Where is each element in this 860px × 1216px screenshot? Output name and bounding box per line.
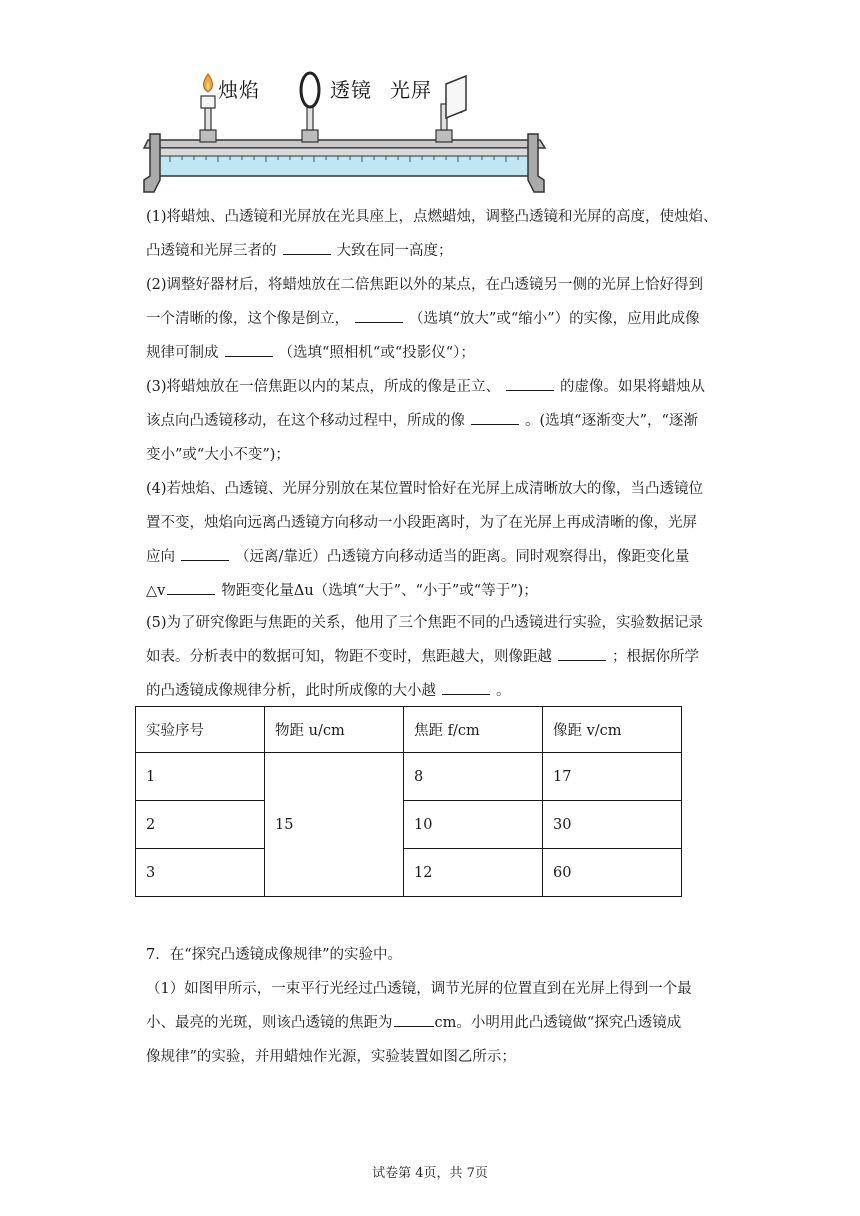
text-line: 变小”或“大小不变”)； xyxy=(146,447,290,463)
table-row xyxy=(136,801,682,849)
page-footer: 试卷第 4页，共 7页 xyxy=(372,1166,488,1181)
q6-part-3 xyxy=(146,370,746,472)
text-line: 像规律”的实验，并用蜡烛作光源，实验装置如图乙所示； xyxy=(146,1049,516,1065)
table-cell: 30 xyxy=(543,801,682,849)
text-line: （1）如图甲所示，一束平行光经过凸透镜，调节光屏的位置直到在光屏上得到一个最 xyxy=(146,981,692,997)
table-header-cell: 像距 v/cm xyxy=(543,707,682,753)
answer-blank[interactable] xyxy=(283,236,331,255)
screen-icon xyxy=(436,76,466,142)
text-line: 一个清晰的像，这个像是倒立， （选填“放大”或“缩小”）的实像，应用此成像 xyxy=(146,302,746,336)
table-header-cell: 实验序号 xyxy=(136,707,265,753)
table-header-cell: 物距 u/cm xyxy=(265,707,404,753)
table-cell: 1 xyxy=(136,753,265,801)
question-title: 7．在“探究凸透镜成像规律”的实验中。 xyxy=(146,947,403,963)
table-cell: 10 xyxy=(404,801,543,849)
screen-label: 光屏 xyxy=(390,78,432,102)
text-line: 规律可制成 （选填“照相机“或“投影仪“）； xyxy=(146,336,746,370)
answer-blank[interactable] xyxy=(558,642,606,661)
answer-blank[interactable] xyxy=(355,304,403,323)
q6-part-1 xyxy=(146,200,746,268)
text-line: (5)为了研究像距与焦距的关系，他用了三个焦距不同的凸透镜进行实验，实验数据记录 xyxy=(146,615,704,631)
table-row xyxy=(136,753,682,801)
answer-blank[interactable] xyxy=(394,1008,434,1027)
candle-icon xyxy=(200,74,216,142)
answer-blank[interactable] xyxy=(181,542,229,561)
candle-flame-label: 烛焰 xyxy=(218,78,260,102)
q6-part-5 xyxy=(146,606,746,708)
text-line: 如表。分析表中的数据可知，物距不变时，焦距越大，则像距越 ；根据你所学 xyxy=(146,640,746,674)
lens-label: 透镜 xyxy=(330,78,372,102)
text-line: (2)调整好器材后，将蜡烛放在二倍焦距以外的某点，在凸透镜另一侧的光屏上恰好得到 xyxy=(146,277,704,293)
table-cell: 60 xyxy=(543,849,682,897)
text-line: 该点向凸透镜移动，在这个移动过程中，所成的像 。(选填“逐渐变大”，“逐渐 xyxy=(146,404,746,438)
lens-icon xyxy=(301,73,319,142)
table-cell: 3 xyxy=(136,849,265,897)
answer-blank[interactable] xyxy=(442,676,490,695)
answer-blank[interactable] xyxy=(225,338,273,357)
table-cell: 17 xyxy=(543,753,682,801)
text-line: (1)将蜡烛、凸透镜和光屏放在光具座上，点燃蜡烛，调整凸透镜和光屏的高度，使烛焰、 xyxy=(146,209,718,225)
text-line: 应向 （远离/靠近）凸透镜方向移动适当的距离。同时观察得出，像距变化量 xyxy=(146,540,746,574)
table-header-row xyxy=(136,707,682,753)
text-line: 小、最亮的光斑，则该凸透镜的焦距为 cm。小明用此凸透镜做“探究凸透镜成 xyxy=(146,1006,746,1040)
experiment-data-table xyxy=(135,706,682,897)
text-line: (4)若烛焰、凸透镜、光屏分别放在某位置时恰好在光屏上成清晰放大的像，当凸透镜位 xyxy=(146,481,704,497)
table-header-cell: 焦距 f/cm xyxy=(404,707,543,753)
answer-blank[interactable] xyxy=(506,372,554,391)
text-line: 置不变，烛焰向远离凸透镜方向移动一小段距离时，为了在光屏上再成清晰的像，光屏 xyxy=(146,515,697,531)
text-line: 的凸透镜成像规律分析，此时所成像的大小越 。 xyxy=(146,674,746,708)
text-line: △v 物距变化量Δu（选填“大于”、“小于”或“等于”)； xyxy=(146,574,746,608)
table-row xyxy=(136,849,682,897)
text-line: (3)将蜡烛放在一倍焦距以内的某点，所成的像是正立、 的虚像。如果将蜡烛从 xyxy=(146,370,746,404)
table-cell: 12 xyxy=(404,849,543,897)
question-7 xyxy=(146,938,746,1074)
text-line: 凸透镜和光屏三者的 大致在同一高度； xyxy=(146,234,746,268)
q6-part-2 xyxy=(146,268,746,370)
object-distance-cell: 15 xyxy=(265,753,404,897)
q6-part-4 xyxy=(146,472,746,608)
table-cell: 8 xyxy=(404,753,543,801)
answer-blank[interactable] xyxy=(471,406,519,425)
answer-blank[interactable] xyxy=(167,576,215,595)
table-cell: 2 xyxy=(136,801,265,849)
optical-bench-figure xyxy=(140,68,550,198)
